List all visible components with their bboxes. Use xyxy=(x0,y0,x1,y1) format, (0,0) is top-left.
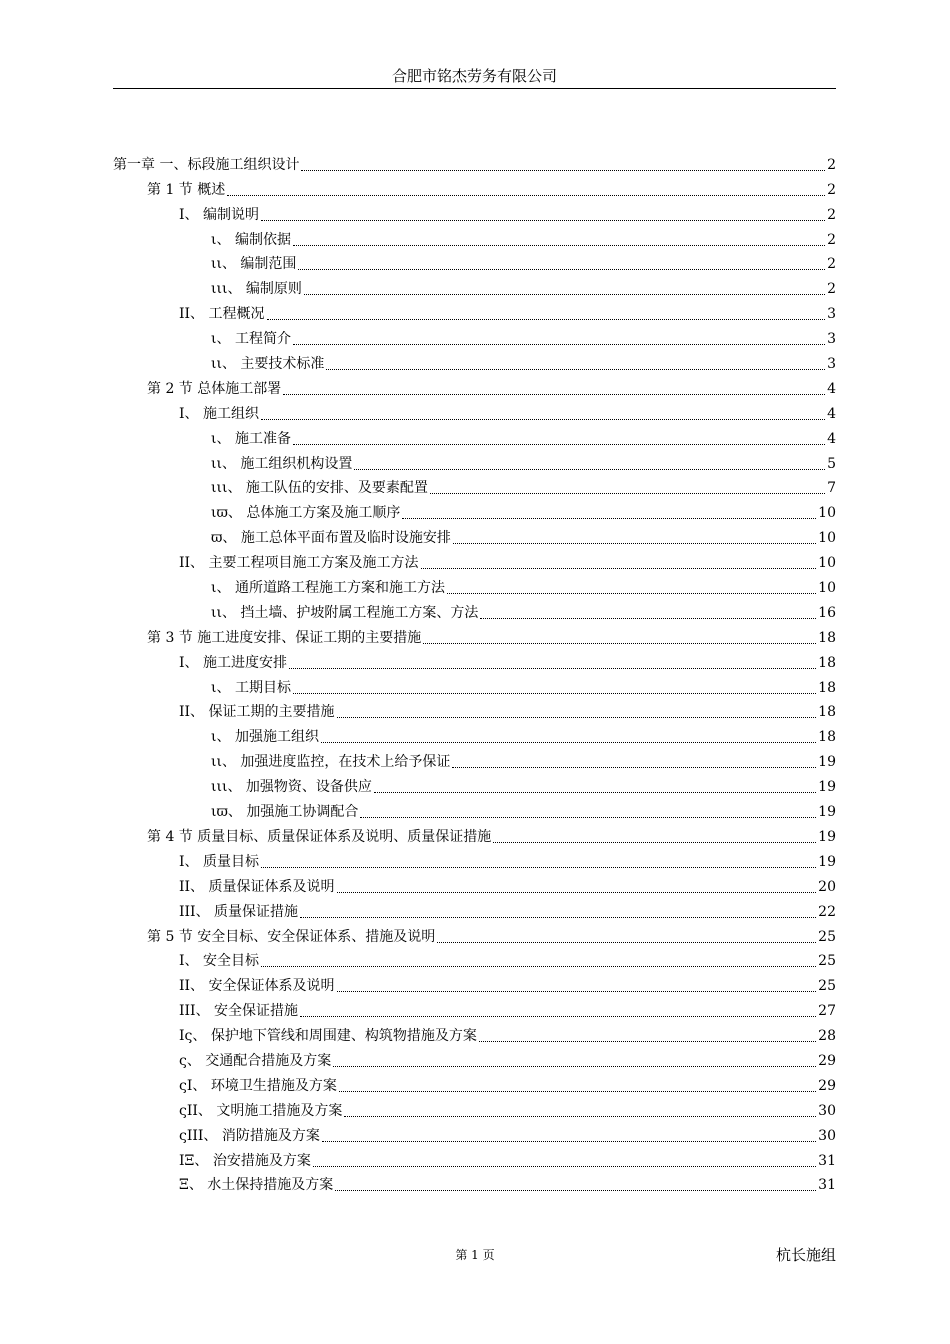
toc-entry-label: ιϖ、 总体施工方案及施工顺序 xyxy=(211,505,401,522)
toc-leader-dots xyxy=(419,554,819,572)
toc-entry-page: 18 xyxy=(818,629,836,646)
toc-entry-page: 2 xyxy=(827,156,836,173)
toc-entry-page: 3 xyxy=(827,356,836,373)
toc-entry-label: 第 4 节 质量目标、质量保证体系及说明、质量保证措施 xyxy=(147,828,492,845)
toc-entry-label: ιιι、 编制原则 xyxy=(211,281,302,298)
toc-leader-dots xyxy=(259,405,827,423)
toc-leader-dots xyxy=(298,903,818,921)
toc-entry-page: 7 xyxy=(827,480,836,497)
toc-leader-dots xyxy=(259,952,818,970)
toc-entry[interactable] xyxy=(113,149,836,174)
toc-entry[interactable] xyxy=(113,622,836,647)
toc-leader-dots xyxy=(477,1027,818,1045)
toc-entry-label: II、 质量保证体系及说明 xyxy=(179,878,335,895)
toc-leader-dots xyxy=(265,305,828,323)
toc-leader-dots xyxy=(335,977,819,995)
toc-entry[interactable] xyxy=(113,423,836,448)
toc-entry-page: 30 xyxy=(818,1102,836,1119)
toc-entry-page: 29 xyxy=(818,1077,836,1094)
toc-entry-label: 第 2 节 总体施工部署 xyxy=(147,380,282,397)
toc-entry[interactable] xyxy=(113,970,836,995)
toc-leader-dots xyxy=(435,928,818,946)
toc-entry-page: 31 xyxy=(818,1177,836,1194)
toc-entry[interactable] xyxy=(113,896,836,921)
toc-leader-dots xyxy=(372,778,818,796)
toc-entry-page: 2 xyxy=(827,181,836,198)
toc-entry-page: 2 xyxy=(827,231,836,248)
toc-entry[interactable] xyxy=(113,871,836,896)
toc-entry-label: ιϖ、 加强施工协调配合 xyxy=(211,804,359,821)
toc-entry-page: 19 xyxy=(818,804,836,821)
toc-entry-page: 2 xyxy=(827,281,836,298)
toc-leader-dots xyxy=(331,1052,818,1070)
toc-entry-label: III、 安全保证措施 xyxy=(179,1003,299,1020)
toc-entry-label: ιι、 挡土墙、护坡附属工程施工方案、方法 xyxy=(211,604,479,621)
toc-entry[interactable] xyxy=(113,946,836,971)
toc-entry[interactable] xyxy=(113,174,836,199)
toc-entry-page: 25 xyxy=(818,978,836,995)
toc-leader-dots xyxy=(337,1077,818,1095)
toc-leader-dots xyxy=(342,1102,818,1120)
toc-entry-page: 22 xyxy=(818,903,836,920)
toc-leader-dots xyxy=(311,1152,818,1170)
toc-entry[interactable] xyxy=(113,721,836,746)
toc-leader-dots xyxy=(335,878,819,896)
toc-entry-page: 16 xyxy=(818,604,836,621)
toc-entry-page: 20 xyxy=(818,878,836,895)
toc-leader-dots xyxy=(302,280,827,298)
toc-entry-page: 10 xyxy=(818,505,836,522)
toc-entry-page: 19 xyxy=(818,779,836,796)
toc-entry-page: 3 xyxy=(827,306,836,323)
toc-entry-label: ι、 通所道路工程施工方案和施工方法 xyxy=(211,580,445,597)
toc-entry[interactable] xyxy=(113,1120,836,1145)
toc-entry-page: 10 xyxy=(818,580,836,597)
toc-entry[interactable] xyxy=(113,1045,836,1070)
toc-entry-page: 30 xyxy=(818,1127,836,1144)
toc-entry[interactable] xyxy=(113,796,836,821)
toc-entry-label: ι、 工期目标 xyxy=(211,679,291,696)
toc-entry[interactable] xyxy=(113,821,836,846)
toc-entry[interactable] xyxy=(113,398,836,423)
toc-entry-label: ςII、 文明施工措施及方案 xyxy=(179,1102,343,1119)
toc-leader-dots xyxy=(400,504,818,522)
toc-leader-dots xyxy=(335,703,819,721)
toc-leader-dots xyxy=(421,629,818,647)
toc-entry-label: Iς、 保护地下管线和周围建、构筑物措施及方案 xyxy=(179,1028,477,1045)
toc-entry[interactable] xyxy=(113,697,836,722)
toc-entry-label: ςI、 环境卫生措施及方案 xyxy=(179,1077,337,1094)
toc-entry-label: 第 5 节 安全目标、安全保证体系、措施及说明 xyxy=(147,928,436,945)
toc-entry-label: ςIII、 消防措施及方案 xyxy=(179,1127,320,1144)
toc-entry[interactable] xyxy=(113,1145,836,1170)
toc-entry-label: ιι、 编制范围 xyxy=(211,256,297,273)
toc-entry-label: ϖ、 施工总体平面布置及临时设施安排 xyxy=(211,530,451,547)
toc-entry[interactable] xyxy=(113,249,836,274)
toc-entry[interactable] xyxy=(113,647,836,672)
toc-entry-label: II、 安全保证体系及说明 xyxy=(179,978,335,995)
toc-leader-dots xyxy=(319,728,818,746)
toc-entry-page: 19 xyxy=(818,853,836,870)
toc-leader-dots xyxy=(299,156,827,174)
toc-leader-dots xyxy=(445,579,818,597)
toc-entry-page: 18 xyxy=(818,654,836,671)
toc-leader-dots xyxy=(291,679,818,697)
toc-entry-page: 4 xyxy=(827,405,836,422)
toc-entry[interactable] xyxy=(113,224,836,249)
toc-leader-dots xyxy=(320,1127,818,1145)
toc-entry[interactable] xyxy=(113,522,836,547)
toc-leader-dots xyxy=(291,231,827,249)
toc-leader-dots xyxy=(450,753,818,771)
toc-leader-dots xyxy=(259,206,827,224)
table-of-contents xyxy=(113,149,836,1194)
toc-entry-page: 5 xyxy=(827,455,836,472)
toc-entry-label: ιι、 施工组织机构设置 xyxy=(211,455,353,472)
toc-leader-dots xyxy=(478,604,818,622)
toc-entry-label: I、 施工进度安排 xyxy=(179,654,287,671)
toc-entry[interactable] xyxy=(113,846,836,871)
toc-entry-page: 2 xyxy=(827,256,836,273)
toc-entry[interactable] xyxy=(113,597,836,622)
toc-leader-dots xyxy=(358,803,818,821)
toc-entry-page: 25 xyxy=(818,928,836,945)
toc-entry-label: ι、 编制依据 xyxy=(211,231,291,248)
toc-entry[interactable] xyxy=(113,547,836,572)
toc-leader-dots xyxy=(291,330,827,348)
toc-leader-dots xyxy=(324,355,827,373)
toc-entry[interactable] xyxy=(113,1070,836,1095)
toc-leader-dots xyxy=(451,529,818,547)
toc-entry-page: 19 xyxy=(818,754,836,771)
toc-entry-label: ι、 施工准备 xyxy=(211,430,291,447)
toc-entry[interactable] xyxy=(113,572,836,597)
toc-entry-label: ιι、 加强进度监控，在技术上给予保证 xyxy=(211,754,451,771)
toc-entry-label: Ξ、 水土保持措施及方案 xyxy=(179,1177,334,1194)
toc-entry-label: ς、 交通配合措施及方案 xyxy=(179,1052,332,1069)
toc-entry-page: 18 xyxy=(818,679,836,696)
toc-entry-page: 10 xyxy=(818,555,836,572)
page-number: 第 1 页 xyxy=(455,1248,495,1262)
toc-entry-page: 18 xyxy=(818,704,836,721)
toc-entry-page: 19 xyxy=(818,828,836,845)
toc-entry[interactable] xyxy=(113,199,836,224)
toc-entry[interactable] xyxy=(113,448,836,473)
toc-entry-label: III、 质量保证措施 xyxy=(179,903,299,920)
toc-entry-page: 4 xyxy=(827,380,836,397)
toc-entry[interactable] xyxy=(113,298,836,323)
toc-entry-label: 第 3 节 施工进度安排、保证工期的主要措施 xyxy=(147,629,422,646)
toc-entry-label: ιιι、 施工队伍的安排、及要素配置 xyxy=(211,480,428,497)
toc-entry-page: 28 xyxy=(818,1028,836,1045)
toc-leader-dots xyxy=(296,255,827,273)
toc-leader-dots xyxy=(298,1002,818,1020)
toc-entry-page: 29 xyxy=(818,1052,836,1069)
toc-entry-page: 18 xyxy=(818,729,836,746)
toc-entry-label: I、 编制说明 xyxy=(179,206,259,223)
toc-entry[interactable] xyxy=(113,771,836,796)
toc-entry[interactable] xyxy=(113,995,836,1020)
toc-leader-dots xyxy=(225,181,827,199)
toc-entry[interactable] xyxy=(113,323,836,348)
toc-entry-label: ι、 加强施工组织 xyxy=(211,729,319,746)
toc-leader-dots xyxy=(491,828,818,846)
toc-entry-label: I、 质量目标 xyxy=(179,853,259,870)
page-header xyxy=(113,64,836,89)
toc-leader-dots xyxy=(291,430,827,448)
toc-entry-page: 25 xyxy=(818,953,836,970)
toc-entry-label: IΞ、 治安措施及方案 xyxy=(179,1152,311,1169)
toc-entry[interactable] xyxy=(113,1170,836,1195)
toc-entry[interactable] xyxy=(113,473,836,498)
toc-entry-label: I、 施工组织 xyxy=(179,405,259,422)
toc-entry[interactable] xyxy=(113,373,836,398)
toc-leader-dots xyxy=(287,654,818,672)
toc-entry[interactable] xyxy=(113,1095,836,1120)
toc-entry-label: ιιι、 加强物资、设备供应 xyxy=(211,779,372,796)
toc-entry-label: 第 1 节 概述 xyxy=(147,181,226,198)
toc-leader-dots xyxy=(428,479,827,497)
toc-entry-label: 第一章 一、标段施工组织设计 xyxy=(113,156,300,173)
toc-entry-page: 2 xyxy=(827,206,836,223)
toc-entry-page: 4 xyxy=(827,430,836,447)
toc-entry-page: 10 xyxy=(818,530,836,547)
toc-entry[interactable] xyxy=(113,497,836,522)
toc-leader-dots xyxy=(259,853,818,871)
toc-entry-page: 27 xyxy=(818,1003,836,1020)
toc-entry-label: I、 安全目标 xyxy=(179,953,259,970)
toc-entry-page: 3 xyxy=(827,331,836,348)
toc-entry[interactable] xyxy=(113,348,836,373)
toc-entry-label: ιι、 主要技术标准 xyxy=(211,356,325,373)
toc-entry[interactable] xyxy=(113,672,836,697)
toc-entry[interactable] xyxy=(113,921,836,946)
company-name: 合肥市铭杰劳务有限公司 xyxy=(391,67,557,85)
toc-entry-page: 31 xyxy=(818,1152,836,1169)
toc-leader-dots xyxy=(352,455,827,473)
toc-entry-label: II、 工程概况 xyxy=(179,306,265,323)
toc-entry[interactable] xyxy=(113,1020,836,1045)
toc-entry-label: II、 保证工期的主要措施 xyxy=(179,704,335,721)
toc-entry[interactable] xyxy=(113,746,836,771)
toc-entry-label: ι、 工程简介 xyxy=(211,331,291,348)
toc-leader-dots xyxy=(281,380,827,398)
toc-entry[interactable] xyxy=(113,273,836,298)
toc-leader-dots xyxy=(333,1176,818,1194)
footer-doc-name: 杭长施组 xyxy=(775,1246,836,1264)
toc-entry-label: II、 主要工程项目施工方案及施工方法 xyxy=(179,555,419,572)
